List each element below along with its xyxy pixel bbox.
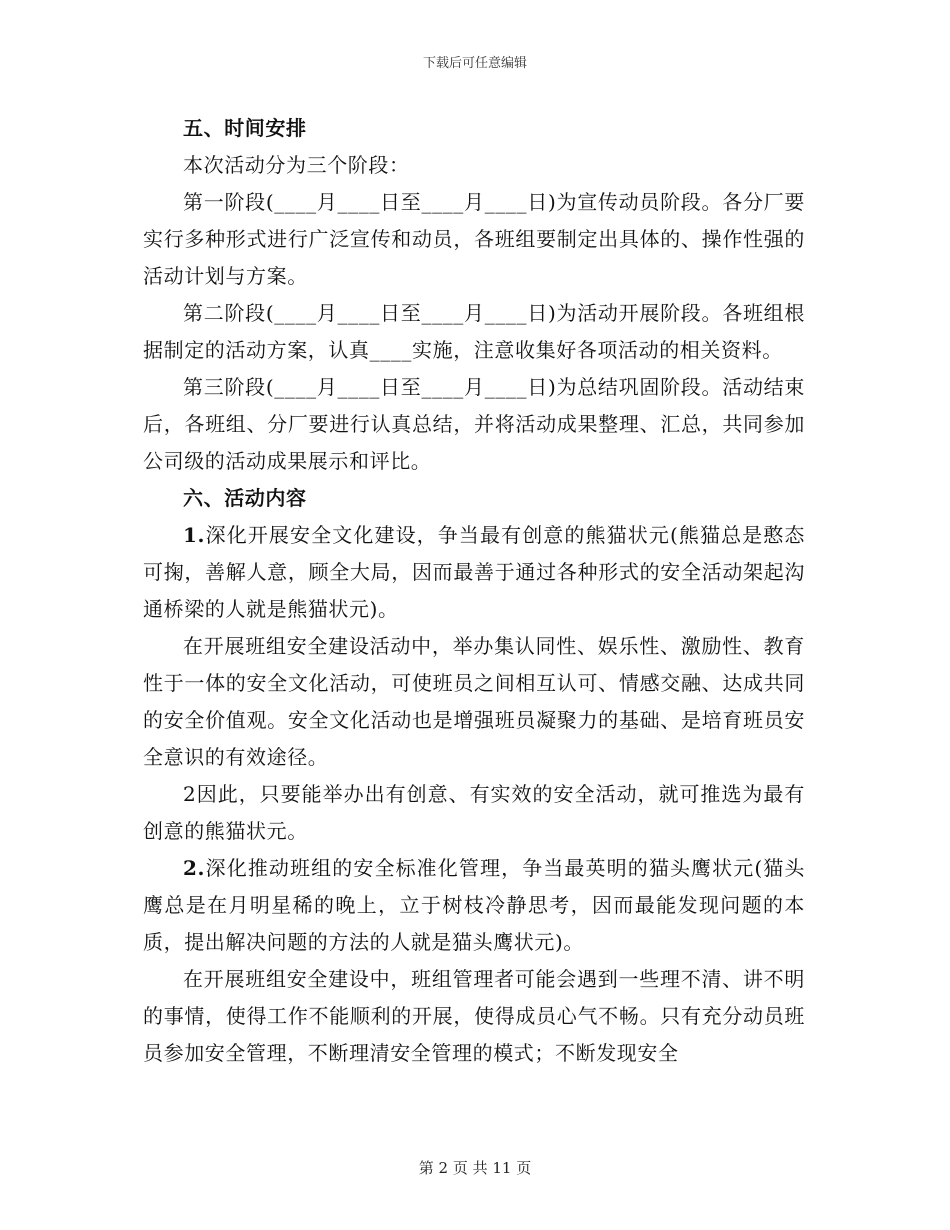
activity-item-2-paragraph: 在开展班组安全建设中，班组管理者可能会遇到一些理不清、讲不明的事情，使得工作不能顺利的开展，使得成员心气不畅。只有充分动员班员参加安全管理，不断理清安全管理的模式；不断发现安全 bbox=[143, 967, 805, 1065]
phase-three-paragraph: 第三阶段(____月____日至____月____日)为总结巩固阶段。活动结束后，各班组、分厂要进行认真总结，并将活动成果整理、汇总，共同参加公司级的活动成果展示和评比。 bbox=[143, 375, 805, 473]
section-heading-activities: 六、活动内容 bbox=[183, 486, 307, 510]
item-text: 深化推动班组的安全标准化管理，争当最英明的猫头鹰状元(猫头鹰总是在月明星稀的晚上，立于树枝冷静思考，因而最能发现问题的本质，提出解决问题的方法的人就是猫头鹰状元)。 bbox=[143, 856, 805, 954]
page-number-footer: 第 2 页 共 11 页 bbox=[418, 1159, 532, 1177]
phase-two-paragraph: 第二阶段(____月____日至____月____日)为活动开展阶段。各班组根据制定的活动方案，认真____实施，注意收集好各项活动的相关资料。 bbox=[143, 301, 805, 362]
page-header-note: 下载后可任意编辑 bbox=[422, 56, 527, 71]
activity-item-1-paragraph: 在开展班组安全建设活动中，举办集认同性、娱乐性、激励性、教育性于一体的安全文化活动，可使班员之间相互认可、情感交融、达成共同的安全价值观。安全文化活动也是增强班员凝聚力的基础、是培育班员安全意识的有效途径。 bbox=[143, 634, 805, 769]
section-heading-schedule: 五、时间安排 bbox=[183, 116, 307, 140]
schedule-intro: 本次活动分为三个阶段： bbox=[183, 153, 410, 177]
item-number: 1. bbox=[183, 523, 206, 547]
activity-item-2 bbox=[143, 850, 805, 961]
phase-one-paragraph: 第一阶段(____月____日至____月____日)为宣传动员阶段。各分厂要实行多种形式进行广泛宣传和动员，各班组要制定出具体的、操作性强的活动计划与方案。 bbox=[143, 190, 805, 288]
activity-item-1 bbox=[143, 517, 805, 628]
activity-item-1-conclusion: 2因此，只要能举办出有创意、有实效的安全活动，就可推选为最有创意的熊猫状元。 bbox=[143, 782, 805, 843]
item-text: 深化开展安全文化建设，争当最有创意的熊猫状元(熊猫总是憨态可掬，善解人意，顾全大局，因而最善于通过各种形式的安全活动架起沟通桥梁的人就是熊猫状元)。 bbox=[143, 523, 805, 621]
document-body bbox=[143, 110, 805, 1072]
item-number: 2. bbox=[183, 856, 206, 880]
